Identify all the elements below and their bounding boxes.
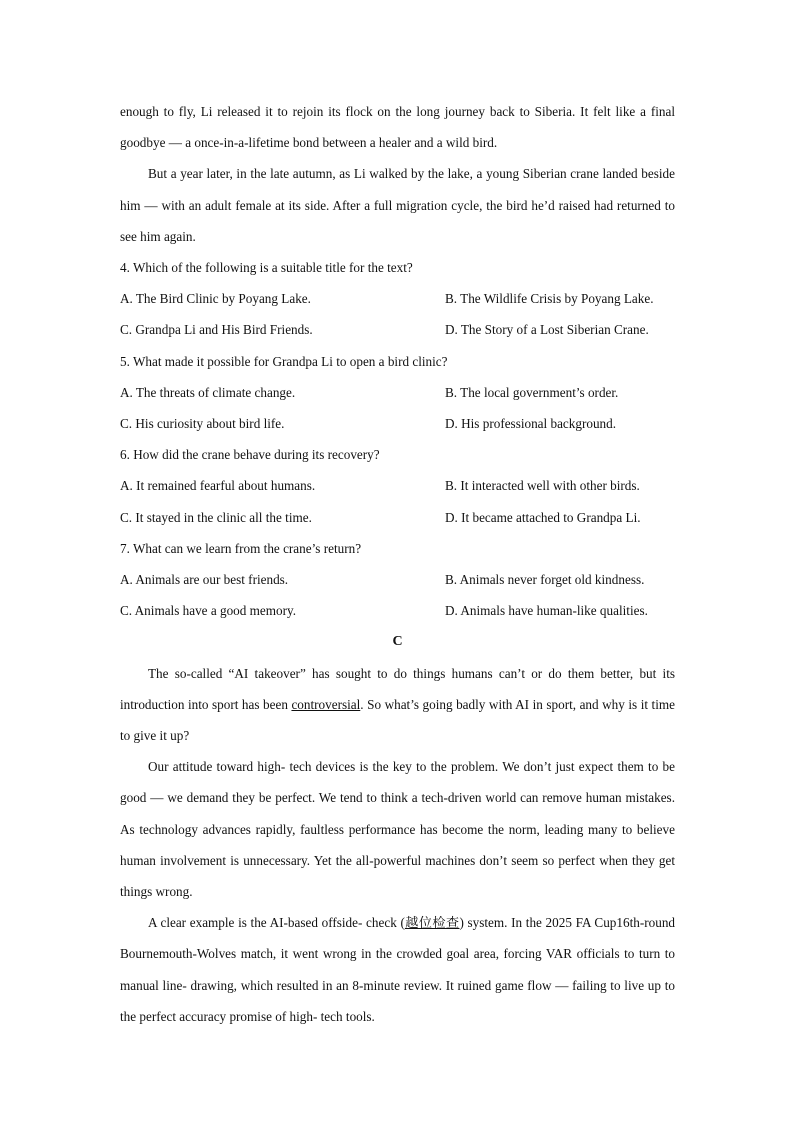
question-6-option-b: B. It interacted well with other birds. — [445, 478, 640, 494]
section-c-p1-text-before: The so-called “AI takeover” has sought to do things humans can’t or do them better, but its introduction into sport has been — [120, 665, 675, 712]
question-4-stem: 4. Which of the following is a suitable title for the text? — [120, 260, 413, 276]
question-5-option-d: D. His professional background. — [445, 416, 617, 432]
question-7-stem: 7. What can we learn from the crane’s return? — [120, 540, 362, 556]
section-c-paragraph-3 — [120, 907, 675, 1032]
underlined-word-controversial: controversial — [291, 696, 361, 712]
question-7-option-d: D. Animals have human-like qualities. — [445, 603, 648, 619]
question-5-stem: 5. What made it possible for Grandpa Li to open a bird clinic? — [120, 353, 448, 369]
question-5-options-row-1 — [120, 377, 675, 408]
question-7-options-row-2 — [120, 595, 675, 626]
question-6-options-row-2 — [120, 502, 675, 533]
passage-b-paragraph-2: But a year later, in the late autumn, as Li walked by the lake, a young Siberian crane landed beside him — with an adult female at its side. After a full migration cycle, the bird he’d raised had returned to see him again. — [120, 166, 675, 244]
question-7-option-a: A. Animals are our best friends. — [120, 572, 289, 588]
passage-b-paragraph-1: enough to fly, Li released it to rejoin its flock on the long journey back to Siberia. It felt like a final goodbye — a once-in-a-lifetime bond between a healer and a wild bird. — [120, 104, 675, 151]
underlined-chinese-term: 越位检查 — [404, 915, 460, 931]
question-4-option-d: D. The Story of a Lost Siberian Crane. — [445, 322, 649, 338]
question-5-option-c: C. His curiosity about bird life. — [120, 416, 285, 432]
question-5-option-a: A. The threats of climate change. — [120, 384, 296, 400]
question-6-option-c: C. It stayed in the clinic all the time. — [120, 509, 312, 525]
section-c-paragraph-1 — [120, 658, 675, 752]
section-c-paragraph-2: Our attitude toward high- tech devices is the key to the problem. We don’t just expect them to be good — we demand they be perfect. We tend to think a tech-driven world can remove human mistakes. As technology advances rapidly, faultless performance has become the norm, leading many to believe human involvement is unnecessary. Yet the all-powerful machines don’t seem so perfect when they get things wrong. — [120, 759, 675, 900]
question-6-stem: 6. How did the crane behave during its recovery? — [120, 447, 380, 463]
question-4-option-a: A. The Bird Clinic by Poyang Lake. — [120, 291, 311, 307]
question-6-options-row-1 — [120, 470, 675, 501]
section-c-p1-text-after: . So what’s going badly with AI in sport, and why is it time to give it up? — [120, 696, 675, 744]
section-c-p3-text-before: A clear example is the AI-based offside- check ( — [148, 915, 405, 931]
question-7-option-b: B. Animals never forget old kindness. — [445, 572, 645, 588]
question-4-option-b: B. The Wildlife Crisis by Poyang Lake. — [445, 291, 654, 307]
question-4-options-row-2 — [120, 314, 675, 345]
section-c-p3-text-after: ) system. In the 2025 FA Cup16th-round Bournemouth-Wolves match, it went wrong in the crowded goal area, forcing VAR officials to turn to manual line- drawing, which resulted in an 8-minute review. It ruined game flow — failing to live up to the perfect accuracy promise of high- tech tools. — [120, 915, 676, 1024]
question-6-option-d: D. It became attached to Grandpa Li. — [445, 509, 641, 525]
question-7-options-row-1 — [120, 564, 675, 595]
question-5-options-row-2 — [120, 408, 675, 439]
question-5-option-b: B. The local government’s order. — [445, 384, 619, 400]
question-4-options-row-1 — [120, 283, 675, 314]
section-c-heading: C — [392, 634, 403, 650]
question-4-option-c: C. Grandpa Li and His Bird Friends. — [120, 322, 313, 338]
question-6-option-a: A. It remained fearful about humans. — [120, 478, 316, 494]
document-page — [120, 96, 675, 1032]
question-7-option-c: C. Animals have a good memory. — [120, 603, 297, 619]
